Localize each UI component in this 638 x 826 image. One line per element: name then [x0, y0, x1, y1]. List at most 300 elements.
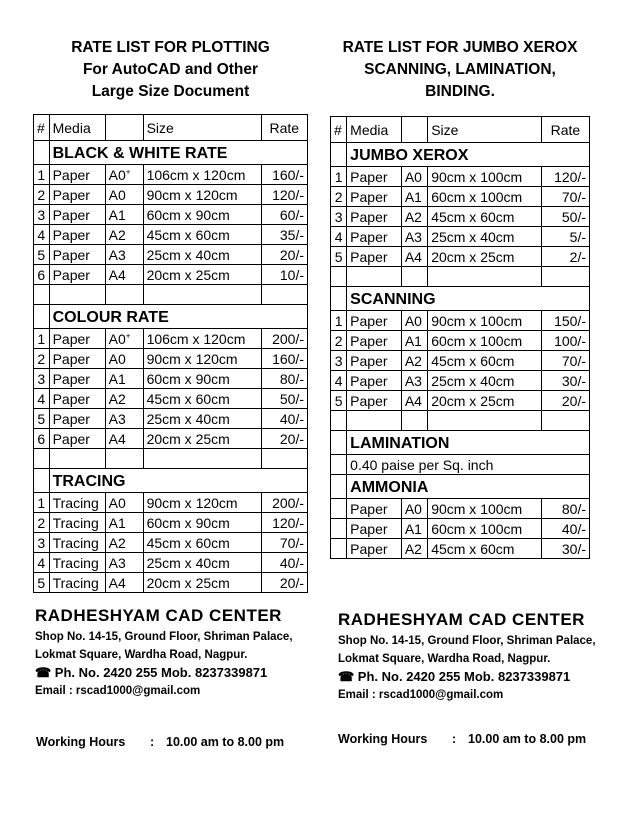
row-media-text: Paper — [350, 188, 388, 205]
row-size-code — [401, 351, 427, 371]
row-media — [49, 429, 105, 449]
section-header-row — [331, 287, 590, 311]
section-title — [49, 141, 307, 165]
blank-cell — [143, 449, 261, 469]
header-size-text: Size — [146, 119, 174, 136]
row-size-code-text: A1 — [404, 188, 422, 205]
hours-separator: : — [150, 735, 155, 749]
row-size-code-text: A3 — [108, 410, 126, 427]
row-rate-text: 80/- — [279, 370, 304, 387]
row-media-text: Paper — [350, 332, 388, 349]
section-number-cell — [34, 469, 50, 493]
row-size-code-text: A2 — [108, 226, 126, 243]
row-rate-text: 20/- — [561, 392, 586, 409]
blank-cell — [34, 449, 50, 469]
right-shop-info — [338, 608, 618, 704]
row-number — [34, 573, 50, 593]
row-media-text: Paper — [350, 228, 388, 245]
row-media-text: Paper — [52, 330, 90, 347]
section-title — [347, 431, 590, 455]
row-size-code — [105, 573, 143, 593]
row-size-code — [401, 391, 427, 411]
row-rate-text: 30/- — [561, 540, 586, 557]
row-rate — [261, 513, 307, 533]
shop-phone: ☎ Ph. No. 2420 255 Mob. 8237339871 — [338, 669, 571, 684]
row-rate-text: 30/- — [561, 372, 586, 389]
table-row — [34, 205, 308, 225]
row-number — [34, 165, 50, 185]
row-number-text: 4 — [37, 554, 46, 571]
row-size-text: 45cm x 60cm — [146, 226, 230, 243]
row-size — [428, 247, 542, 267]
row-media — [347, 311, 402, 331]
row-size — [143, 225, 261, 245]
row-rate — [541, 499, 589, 519]
row-size-code-text: A0 — [108, 166, 126, 183]
row-size — [143, 349, 261, 369]
row-size-code-text: A1 — [108, 514, 126, 531]
table-header-row — [331, 117, 590, 143]
table-row — [34, 349, 308, 369]
row-number — [331, 351, 347, 371]
row-number — [331, 539, 347, 559]
row-size-code-text: A3 — [404, 228, 422, 245]
row-size-code — [105, 533, 143, 553]
row-size-code — [105, 205, 143, 225]
row-media-text: Paper — [52, 390, 90, 407]
shop-address-line-1: Shop No. 14-15, Ground Floor, Shriman Palace, — [338, 635, 596, 647]
table-row — [331, 311, 590, 331]
row-size-code — [105, 493, 143, 513]
row-size-text: 90cm x 100cm — [431, 500, 523, 517]
row-rate-text: 120/- — [272, 186, 304, 203]
row-size-code — [401, 311, 427, 331]
section-title-text: TRACING — [52, 473, 126, 490]
hours-label: Working Hours — [338, 732, 428, 746]
header-blank — [105, 115, 143, 141]
row-size-text: 45cm x 60cm — [431, 208, 515, 225]
table-row — [34, 513, 308, 533]
row-size-code-text: A3 — [108, 554, 126, 571]
row-rate — [261, 349, 307, 369]
section-number-cell — [331, 287, 347, 311]
row-rate — [261, 329, 307, 349]
right-title — [330, 37, 590, 103]
row-number — [331, 519, 347, 539]
row-size-code-text: A0 — [108, 494, 126, 511]
row-rate-text: 120/- — [554, 168, 586, 185]
row-rate-text: 40/- — [279, 554, 304, 571]
row-media — [347, 499, 402, 519]
oversize-mark: + — [125, 330, 131, 340]
row-size-text: 90cm x 100cm — [431, 168, 523, 185]
row-media-text: Paper — [350, 520, 388, 537]
row-size-text: 45cm x 60cm — [431, 352, 515, 369]
row-size-code-text: A2 — [108, 534, 126, 551]
row-media-text: Paper — [52, 186, 90, 203]
left-title-line-2: For AutoCAD and Other — [82, 61, 259, 78]
header-media — [347, 117, 402, 143]
row-number-text: 2 — [37, 350, 46, 367]
section-header-row — [34, 305, 308, 329]
row-rate — [261, 205, 307, 225]
row-rate-text: 200/- — [272, 494, 304, 511]
row-number-text: 4 — [334, 228, 343, 245]
row-size-text: 106cm x 120cm — [146, 330, 246, 347]
row-size-text: 25cm x 40cm — [146, 410, 230, 427]
row-number-text: 1 — [37, 494, 46, 511]
blank-cell — [34, 285, 50, 305]
row-number — [331, 167, 347, 187]
row-size-code-text: A4 — [108, 266, 126, 283]
row-size-code — [401, 187, 427, 207]
row-media-text: Tracing — [52, 494, 99, 511]
row-size — [428, 167, 542, 187]
row-size-text: 25cm x 40cm — [431, 228, 515, 245]
section-title-text: LAMINATION — [350, 435, 450, 452]
row-media-text: Paper — [52, 226, 90, 243]
row-media-text: Paper — [52, 246, 90, 263]
row-media — [49, 369, 105, 389]
row-number-text: 1 — [37, 166, 46, 183]
header-media — [49, 115, 105, 141]
row-number — [34, 389, 50, 409]
row-size-code-text: A0 — [108, 350, 126, 367]
row-size-code — [105, 409, 143, 429]
row-number — [331, 331, 347, 351]
table-row — [34, 389, 308, 409]
row-size-code — [105, 429, 143, 449]
row-media-text: Paper — [350, 500, 388, 517]
row-size-code — [105, 513, 143, 533]
row-size — [428, 227, 542, 247]
row-media — [347, 227, 402, 247]
header-rate — [261, 115, 307, 141]
row-rate-text: 5/- — [569, 228, 586, 245]
row-rate — [541, 331, 589, 351]
row-rate-text: 160/- — [272, 166, 304, 183]
row-rate-text: 50/- — [279, 390, 304, 407]
blank-cell — [401, 411, 427, 431]
row-number — [34, 553, 50, 573]
blank-cell — [261, 449, 307, 469]
row-size-text: 60cm x 100cm — [431, 332, 523, 349]
row-media — [49, 573, 105, 593]
row-rate-text: 40/- — [279, 410, 304, 427]
header-media-text: Media — [350, 121, 389, 138]
row-rate — [261, 225, 307, 245]
table-row — [34, 573, 308, 593]
blank-cell — [347, 267, 402, 287]
row-size — [143, 513, 261, 533]
row-media-text: Paper — [350, 540, 388, 557]
row-rate — [261, 493, 307, 513]
row-size-code — [401, 331, 427, 351]
row-number — [34, 533, 50, 553]
blank-row — [34, 285, 308, 305]
row-rate-text: 70/- — [561, 188, 586, 205]
row-number-text: 5 — [334, 248, 343, 265]
row-size-code — [105, 165, 143, 185]
right-working-hours — [338, 732, 587, 746]
row-size-text: 45cm x 60cm — [431, 540, 515, 557]
section-title-text: BLACK & WHITE RATE — [52, 145, 228, 162]
row-rate — [541, 227, 589, 247]
row-rate — [261, 265, 307, 285]
row-rate — [261, 185, 307, 205]
table-row — [34, 185, 308, 205]
right-title-line-3: BINDING. — [425, 83, 495, 100]
blank-cell — [347, 411, 402, 431]
section-number-cell — [331, 475, 347, 499]
row-rate — [261, 553, 307, 573]
row-rate-text: 20/- — [279, 574, 304, 591]
row-number — [331, 247, 347, 267]
table-row — [331, 499, 590, 519]
table-row — [331, 331, 590, 351]
row-size-code-text: A0 — [108, 186, 126, 203]
header-blank — [401, 117, 427, 143]
table-row — [331, 371, 590, 391]
row-rate — [261, 429, 307, 449]
row-size-code — [105, 265, 143, 285]
row-number — [34, 205, 50, 225]
row-size-code — [105, 329, 143, 349]
row-number — [331, 207, 347, 227]
row-size — [428, 207, 542, 227]
row-size-code-text: A3 — [108, 246, 126, 263]
header-size-text: Size — [431, 121, 459, 138]
row-number — [34, 329, 50, 349]
section-header-row — [331, 143, 590, 167]
row-rate — [261, 389, 307, 409]
row-size-text: 25cm x 40cm — [431, 372, 515, 389]
row-size-text: 25cm x 40cm — [146, 246, 230, 263]
shop-address-line-2: Lokmat Square, Wardha Road, Nagpur. — [35, 649, 248, 661]
row-size-code-text: A4 — [404, 248, 422, 265]
row-rate-text: 50/- — [561, 208, 586, 225]
row-rate — [261, 573, 307, 593]
section-title — [347, 475, 590, 499]
row-media — [49, 389, 105, 409]
row-rate — [261, 369, 307, 389]
section-title — [347, 287, 590, 311]
blank-cell — [401, 267, 427, 287]
row-size-text: 60cm x 90cm — [146, 514, 230, 531]
row-rate — [541, 391, 589, 411]
xerox-rate-table — [330, 116, 590, 559]
hours-label: Working Hours — [36, 735, 126, 749]
table-row — [331, 167, 590, 187]
shop-name: RADHESHYAM CAD CENTER — [338, 610, 585, 629]
blank-cell — [331, 267, 347, 287]
row-number-text: 2 — [37, 186, 46, 203]
table-row — [34, 265, 308, 285]
row-rate — [541, 351, 589, 371]
left-title-line-3: Large Size Document — [91, 83, 250, 100]
row-media-text: Paper — [350, 248, 388, 265]
blank-cell — [428, 267, 542, 287]
row-size-code — [401, 539, 427, 559]
row-size-code — [105, 185, 143, 205]
row-rate-text: 2/- — [569, 248, 586, 265]
row-size-code — [401, 519, 427, 539]
row-size — [428, 311, 542, 331]
header-size — [428, 117, 542, 143]
row-rate-text: 160/- — [272, 350, 304, 367]
row-size-text: 60cm x 100cm — [431, 520, 523, 537]
row-number — [331, 311, 347, 331]
row-rate-text: 150/- — [554, 312, 586, 329]
section-number-cell — [34, 305, 50, 329]
row-number — [331, 187, 347, 207]
row-number-text: 4 — [37, 226, 46, 243]
section-title-text: COLOUR RATE — [52, 309, 169, 326]
row-number-text: 4 — [37, 390, 46, 407]
blank-cell — [105, 449, 143, 469]
row-media-text: Paper — [350, 372, 388, 389]
row-number — [331, 371, 347, 391]
row-number — [34, 409, 50, 429]
header-size — [143, 115, 261, 141]
row-size-code-text: A4 — [404, 392, 422, 409]
header-number-text: # — [334, 121, 342, 138]
header-media-text: Media — [52, 119, 91, 136]
note-number-cell — [331, 455, 347, 475]
table-row — [331, 187, 590, 207]
row-size — [143, 533, 261, 553]
row-media-text: Paper — [350, 352, 388, 369]
row-rate — [541, 311, 589, 331]
left-title — [33, 37, 308, 103]
row-number — [34, 513, 50, 533]
table-row — [34, 329, 308, 349]
row-number-text: 5 — [37, 410, 46, 427]
row-number-text: 3 — [334, 352, 343, 369]
row-size-code-text: A0 — [404, 500, 422, 517]
row-number — [34, 265, 50, 285]
row-media — [347, 167, 402, 187]
row-size — [143, 245, 261, 265]
row-size-code — [401, 247, 427, 267]
row-size — [143, 429, 261, 449]
table-row — [34, 533, 308, 553]
row-size-text: 106cm x 120cm — [146, 166, 246, 183]
section-header-row — [34, 141, 308, 165]
row-media-text: Paper — [52, 206, 90, 223]
blank-row — [331, 411, 590, 431]
blank-cell — [49, 285, 105, 305]
row-number-text: 4 — [334, 372, 343, 389]
row-media — [347, 539, 402, 559]
row-size — [428, 391, 542, 411]
right-title-line-2: SCANNING, LAMINATION, — [364, 61, 556, 78]
row-size-code — [105, 349, 143, 369]
row-size-text: 60cm x 100cm — [431, 188, 523, 205]
row-size-code-text: A1 — [108, 206, 126, 223]
row-size-code-text: A4 — [108, 430, 126, 447]
row-size-text: 45cm x 60cm — [146, 390, 230, 407]
section-title — [49, 469, 307, 493]
row-size-text: 60cm x 90cm — [146, 370, 230, 387]
row-size-text: 45cm x 60cm — [146, 534, 230, 551]
row-media — [49, 265, 105, 285]
row-size-code — [105, 389, 143, 409]
row-number — [331, 227, 347, 247]
row-number — [34, 429, 50, 449]
row-rate — [541, 207, 589, 227]
row-media — [49, 205, 105, 225]
row-size-code — [401, 167, 427, 187]
row-rate — [261, 533, 307, 553]
row-number-text: 5 — [334, 392, 343, 409]
row-rate-text: 200/- — [272, 330, 304, 347]
row-number-text: 5 — [37, 246, 46, 263]
blank-cell — [143, 285, 261, 305]
row-rate — [541, 539, 589, 559]
header-number — [331, 117, 347, 143]
shop-phone: ☎ Ph. No. 2420 255 Mob. 8237339871 — [35, 665, 268, 680]
shop-address-line-2: Lokmat Square, Wardha Road, Nagpur. — [338, 653, 551, 665]
row-size-text: 20cm x 25cm — [146, 430, 230, 447]
row-rate — [261, 245, 307, 265]
shop-name: RADHESHYAM CAD CENTER — [35, 606, 282, 625]
row-size-code-text: A2 — [404, 208, 422, 225]
blank-cell — [541, 267, 589, 287]
section-number-cell — [331, 431, 347, 455]
row-rate-text: 20/- — [279, 246, 304, 263]
row-media — [49, 409, 105, 429]
row-media-text: Paper — [350, 208, 388, 225]
row-number-text: 6 — [37, 266, 46, 283]
row-size-code-text: A1 — [404, 332, 422, 349]
header-rate-text: Rate — [269, 119, 300, 136]
row-size — [143, 409, 261, 429]
row-number-text: 3 — [37, 534, 46, 551]
row-number — [34, 349, 50, 369]
shop-email: Email : rscad1000@gmail.com — [35, 685, 201, 697]
row-size-text: 20cm x 25cm — [146, 266, 230, 283]
row-number — [34, 369, 50, 389]
row-size-text: 20cm x 25cm — [431, 392, 515, 409]
row-rate-text: 60/- — [279, 206, 304, 223]
row-size — [428, 351, 542, 371]
row-media — [49, 493, 105, 513]
row-rate-text: 80/- — [561, 500, 586, 517]
table-row — [34, 429, 308, 449]
row-size-code — [105, 369, 143, 389]
row-number-text: 6 — [37, 430, 46, 447]
row-rate-text: 100/- — [554, 332, 586, 349]
header-number-text: # — [37, 119, 45, 136]
blank-row — [34, 449, 308, 469]
left-shop-info — [35, 604, 315, 700]
row-rate-text: 35/- — [279, 226, 304, 243]
row-number — [331, 391, 347, 411]
row-size-code-text: A1 — [404, 520, 422, 537]
row-media-text: Paper — [350, 392, 388, 409]
row-size-text: 60cm x 90cm — [146, 206, 230, 223]
row-size — [428, 499, 542, 519]
left-working-hours — [36, 735, 285, 749]
row-media — [49, 553, 105, 573]
row-size-text: 90cm x 120cm — [146, 350, 238, 367]
row-size-code — [401, 371, 427, 391]
section-header-row — [331, 431, 590, 455]
row-media — [49, 185, 105, 205]
row-size-code-text: A4 — [108, 574, 126, 591]
row-size-text: 90cm x 120cm — [146, 494, 238, 511]
